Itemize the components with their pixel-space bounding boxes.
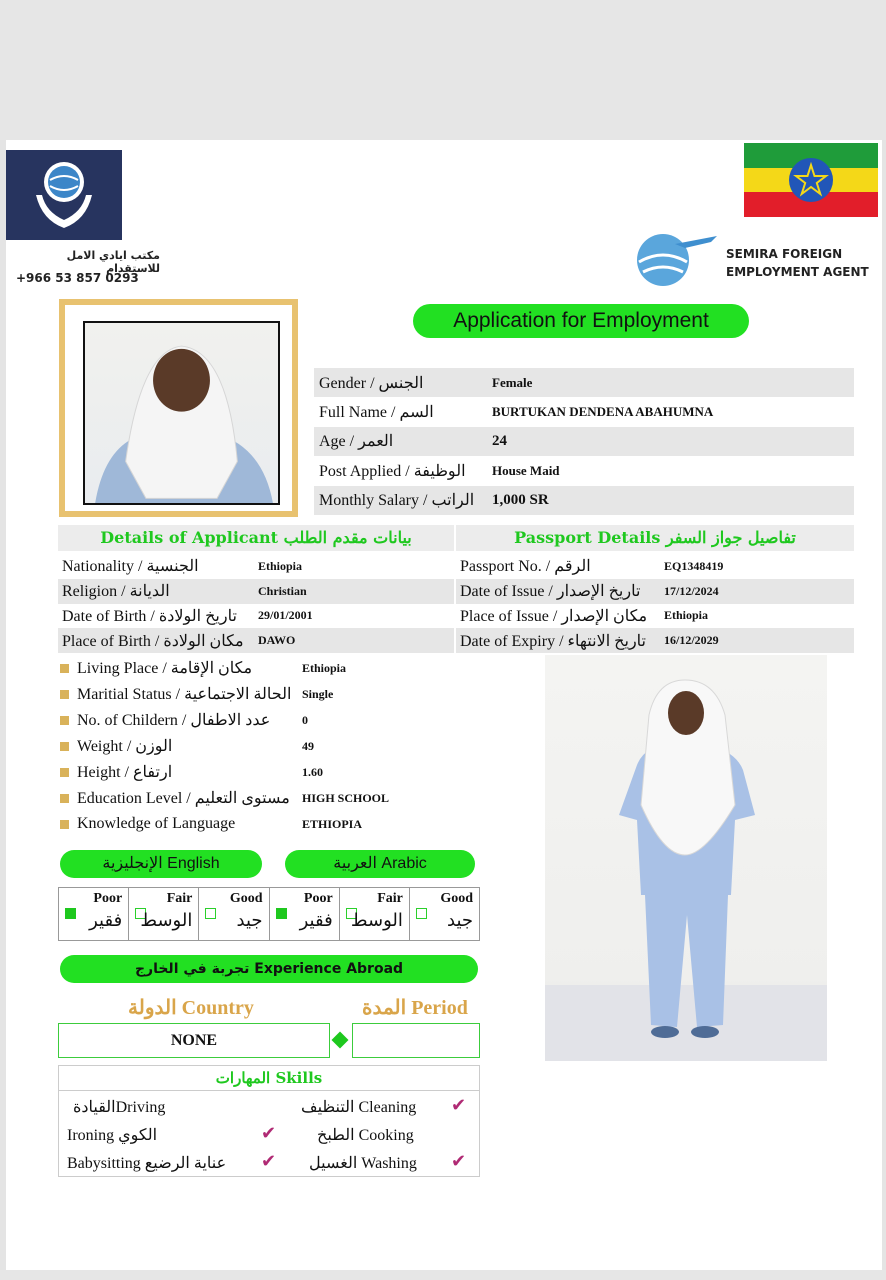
level-label-ar: فقير [299,910,333,931]
bullet-square-icon [60,742,69,751]
level-label-en: Fair [377,891,403,906]
skill-babysitting: Babysitting عناية الرضيع [67,1155,227,1172]
skills-table [58,1065,480,1177]
level-label-ar: جيد [447,910,474,931]
living-place-value: Ethiopia [302,660,347,675]
bullet-square-icon [60,716,69,725]
top-margin [0,0,886,140]
expiry-date-value: 16/12/2029 [664,633,719,648]
issue-date-label: Date of Issue / تاريخ الإصدار [460,583,641,601]
checkbox[interactable] [416,908,427,919]
gender-value: Female [492,374,533,390]
period-header: المدة Period [362,997,468,1019]
hands-globe-icon [6,150,122,240]
issue-place-label: Place of Issue / مكان الإصدار [460,607,648,625]
nationality-value: Ethiopia [258,558,303,573]
children-value: 0 [302,712,308,727]
bullet-square-icon [60,820,69,829]
list-item [60,733,480,759]
level-label-ar: جيد [236,910,263,931]
living-place-label: Living Place / مكان الإقامة [77,660,253,677]
post-applied-value: House Maid [492,462,560,478]
arabic-fair-option[interactable] [340,888,410,940]
language-knowledge-label: Knowledge of Language [77,815,236,832]
arabic-poor-option[interactable] [270,888,340,940]
full-body-photo [545,655,827,1061]
bullet-square-icon [60,690,69,699]
height-value: 1.60 [302,764,323,779]
level-label-en: Poor [93,891,123,906]
religion-label: Religion / الديانة [62,583,170,601]
checkmark-icon: ✔ [451,1151,467,1172]
weight-label: Weight / الوزن [77,738,173,755]
list-item [60,811,480,837]
ethiopia-flag [744,143,878,217]
children-label: No. of Childern / عدد الاطفال [77,712,271,729]
portrait-photo-frame [59,299,298,517]
religion-value: Christian [258,583,307,598]
checkmark-icon: ✔ [261,1123,277,1144]
flag-emblem-icon [786,155,836,205]
level-label-en: Good [229,891,263,906]
list-item [60,707,480,733]
salary-label: Monthly Salary / الراتب [319,492,475,510]
applicant-row [58,554,454,579]
skill-washing: الغسيل Washing [309,1155,417,1172]
agent-name-line1: SEMIRA FOREIGN [726,247,843,261]
level-label-ar: الوسط [350,910,403,931]
checkmark-icon: ✔ [261,1151,277,1172]
country-field: NONE [58,1023,330,1058]
portrait-figure-icon [85,323,278,503]
applicant-row [58,604,454,629]
list-item [60,681,480,707]
education-label: Education Level / مستوى التعليم [77,790,290,807]
bottom-margin [0,1270,886,1280]
applicant-details-header: Details of Applicant بيانات مقدم الطلب [58,525,454,551]
age-value: 24 [492,432,507,449]
info-row-gender [314,368,854,397]
checkbox-checked[interactable] [65,908,76,919]
page-title: Application for Employment [413,304,749,338]
passport-details-table [456,554,854,653]
portrait-photo [83,321,280,505]
list-item [60,759,480,785]
passport-row [456,579,854,604]
agent-name-line2: EMPLOYMENT AGENT [726,265,869,279]
info-row-salary [314,486,854,515]
skill-ironing: Ironing الكوي [67,1127,158,1144]
country-header: الدولة Country [128,997,254,1019]
pob-label: Place of Birth / مكان الولادة [62,632,244,650]
passport-row [456,554,854,579]
checkbox[interactable] [205,908,216,919]
info-row-post [314,456,854,485]
marital-status-label: Maritial Status / الحالة الاجتماعية [77,686,292,703]
bullet-square-icon [60,768,69,777]
period-field [352,1023,480,1058]
passport-row [456,628,854,653]
checkmark-icon: ✔ [451,1095,467,1116]
basic-info-table [314,368,854,515]
office-phone: +966 53 857 0293 [16,271,139,285]
pob-value: DAWO [258,633,296,648]
office-name: مكتب ايادي الامل للاستقدام [66,249,160,275]
english-good-option[interactable] [199,888,269,940]
language-level-grid [58,887,480,941]
list-item [60,655,480,681]
expiry-date-label: Date of Expiry / تاريخ الانتهاء [460,632,646,650]
issue-date-value: 17/12/2024 [664,583,719,598]
age-label: Age / العمر [319,433,394,451]
info-row-age [314,427,854,456]
level-label-ar: فقير [89,910,123,931]
arabic-language-header: العربية Arabic [285,850,475,878]
dob-label: Date of Birth / تاريخ الولادة [62,607,237,625]
issue-place-value: Ethiopia [664,608,709,623]
full-name-value: BURTUKAN DENDENA ABAHUMNA [492,404,714,420]
skills-header: المهارات Skills [59,1066,479,1091]
level-label-en: Fair [166,891,193,906]
personal-details-list [60,655,480,837]
language-knowledge-value: ETHIOPIA [302,816,363,831]
marital-status-value: Single [302,686,334,701]
plane-globe-icon [625,228,721,288]
passport-row [456,604,854,629]
info-row-full-name [314,397,854,426]
gender-label: Gender / الجنس [319,374,424,392]
level-label-ar: الوسط [140,910,193,931]
applicant-row [58,628,454,653]
height-label: Height / ارتفاع [77,764,173,781]
bullet-square-icon [60,664,69,673]
english-language-header: الإنجليزية English [60,850,262,878]
checkbox-checked[interactable] [276,908,287,919]
bullet-square-icon [60,794,69,803]
arabic-good-option[interactable] [410,888,479,940]
office-logo [6,150,122,240]
experience-abroad-header: تجربة في الخارج Experience Abroad [60,955,478,983]
full-name-label: Full Name / السم [319,404,434,422]
agent-name [726,245,869,281]
weight-value: 49 [302,738,314,753]
passport-no-value: EQ1348419 [664,558,724,573]
applicant-row [58,579,454,604]
list-item [60,785,480,811]
nationality-label: Nationality / الجنسية [62,558,199,576]
standing-figure-icon [545,655,827,1061]
dob-value: 29/01/2001 [258,608,313,623]
skill-cleaning: التنظيف Cleaning [301,1099,417,1116]
english-poor-option[interactable] [59,888,129,940]
applicant-details-table [58,554,454,653]
level-label-en: Good [440,891,474,906]
skill-driving: القيادةDriving [73,1099,166,1116]
post-applied-label: Post Applied / الوظيفة [319,462,466,480]
english-fair-option[interactable] [129,888,199,940]
education-value: HIGH SCHOOL [302,790,390,805]
level-label-en: Poor [303,891,333,906]
salary-value: 1,000 SR [492,491,549,508]
skill-cooking: الطبخ Cooking [317,1127,414,1144]
passport-details-header: Passport Details تفاصيل جواز السفر [456,525,854,551]
passport-no-label: Passport No. / الرقم [460,558,591,576]
